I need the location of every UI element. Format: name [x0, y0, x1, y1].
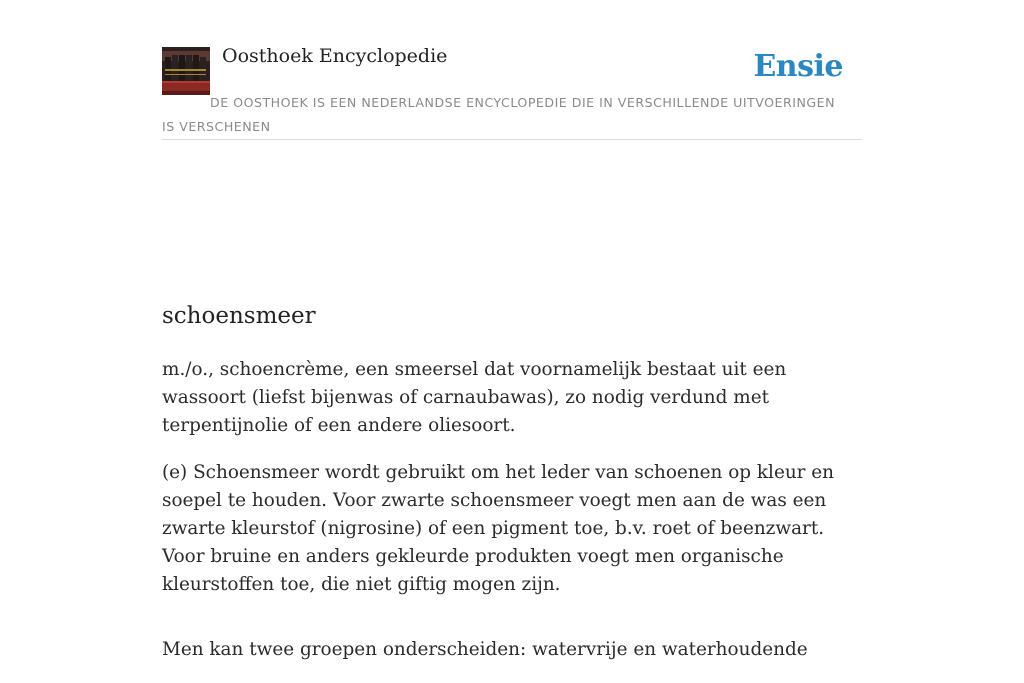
publication-tagline: DE OOSTHOEK IS EEN NEDERLANDSE ENCYCLOPEDIE DIE IN VERSCHILLENDE UITVOERINGEN IS VERSCHENEN — [162, 95, 836, 134]
book-spines-icon — [162, 47, 210, 95]
ensie-logo[interactable]: Ensie — [753, 49, 843, 84]
publication-avatar[interactable] — [162, 47, 210, 95]
article-paragraph: (e) Schoensmeer wordt gebruikt om het leder van schoenen op kleur en soepel te houden. Voor zwarte schoensmeer voegt men aan de was een zwarte kleurstof (nigrosine) of een pigment toe, b.v. roet of beenzwart. Voor bruine en anders gekleurde produkten voegt men organische kleurstoffen toe, die niet giftig mogen zijn. — [162, 462, 835, 595]
publication-name-link[interactable]: Oosthoek Encyclopedie — [222, 45, 448, 67]
article-paragraph: m./o., schoencrème, een smeersel dat voornamelijk bestaat uit een wassoort (liefst bijenwas of carnaubawas), zo nodig verdund met terpentijnolie of een andere oliesoort. — [162, 359, 787, 436]
content-column — [162, 0, 862, 660]
publication-header — [162, 0, 862, 140]
article-paragraph: Men kan twee groepen onderscheiden: watervrije en waterhoudende — [162, 639, 808, 660]
article-title: schoensmeer — [162, 303, 316, 329]
article-body — [162, 356, 862, 683]
